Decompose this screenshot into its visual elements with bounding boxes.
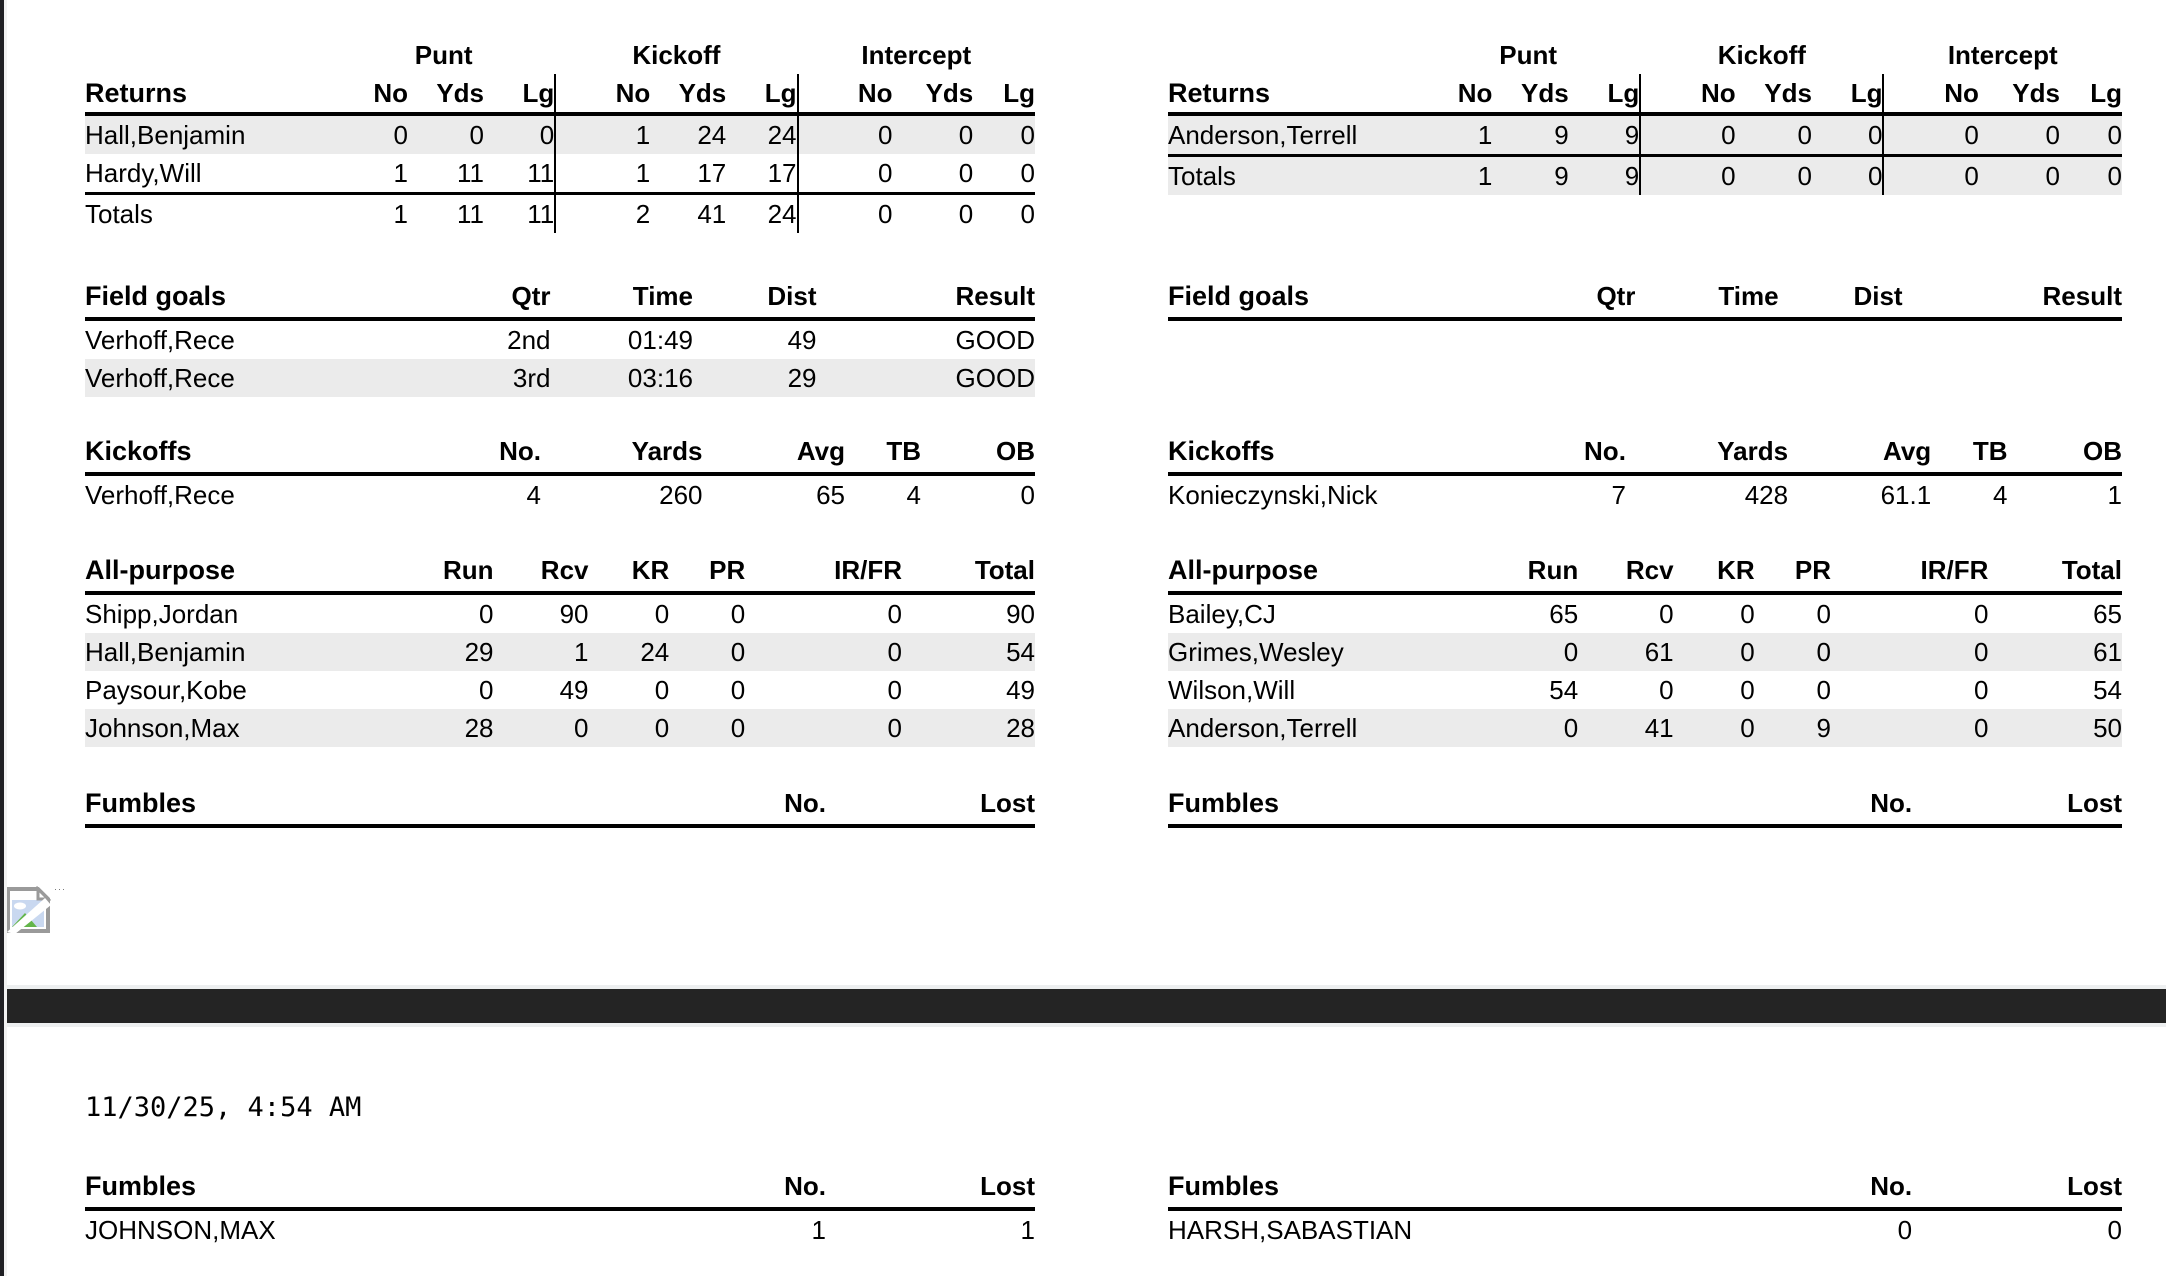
player-name-cell: Verhoff,Rece xyxy=(85,479,235,510)
returns-section xyxy=(85,36,1035,233)
table-title: Fumbles xyxy=(85,1165,693,1209)
field-goals-section xyxy=(85,275,1035,397)
player-name-cell: Verhoff,Rece xyxy=(85,324,235,355)
player-name-cell: Wilson,Will xyxy=(1168,674,1296,705)
stat-cell: 54 xyxy=(1549,674,1579,705)
column-header: Lost xyxy=(826,1165,1035,1209)
stat-cell: 9 xyxy=(1755,709,1831,747)
stat-cell: 1 xyxy=(1416,156,1492,196)
stat-cell: 17 xyxy=(697,157,727,188)
stat-cell: 0 xyxy=(669,633,745,671)
stat-cell: 0 xyxy=(1973,674,1989,705)
stat-cell: 61 xyxy=(1988,633,2122,671)
stat-cell: 0 xyxy=(1020,157,1035,188)
kickoffs-table xyxy=(1168,430,2122,514)
stat-cell: 0 xyxy=(887,598,902,629)
stat-cell: 0 xyxy=(1659,598,1674,629)
right-team-column xyxy=(1168,0,2122,1276)
table-row xyxy=(85,319,1035,359)
stat-cell: 61.1 xyxy=(1880,479,1932,510)
column-header: Lost xyxy=(1912,1165,2122,1209)
stat-cell: 65 xyxy=(2093,598,2122,629)
stat-cell: 28 xyxy=(902,709,1035,747)
stat-cell: 0 xyxy=(1020,479,1035,510)
field-goals-table xyxy=(1168,275,2122,321)
stat-cell: 11 xyxy=(457,157,484,188)
print-timestamp: 11/30/25, 4:54 AM xyxy=(85,1092,362,1123)
stat-cell: 50 xyxy=(1988,709,2122,747)
stat-cell: 0 xyxy=(730,674,746,705)
stat-cell: 0 xyxy=(484,114,555,154)
column-header: No. xyxy=(693,782,826,826)
column-header-row xyxy=(1168,549,2122,593)
player-name-cell: Hall,Benjamin xyxy=(85,633,399,671)
stat-cell: 24 xyxy=(726,114,797,154)
column-header: Qtr xyxy=(427,275,551,319)
all-purpose-table xyxy=(1168,549,2122,747)
column-header-row xyxy=(1168,275,2122,319)
stat-cell: 1 xyxy=(393,157,408,188)
stat-cell: 0 xyxy=(1973,598,1989,629)
table-title: Field goals xyxy=(1168,275,1511,319)
stat-cell: 0 xyxy=(893,114,974,154)
column-header: Lg xyxy=(726,74,797,114)
stat-cell: 54 xyxy=(902,633,1035,671)
column-header: No xyxy=(332,74,408,114)
stat-cell: 24 xyxy=(650,114,726,154)
stat-cell: 0 xyxy=(798,114,893,154)
column-header: OB xyxy=(921,430,1035,474)
stat-cell: 61 xyxy=(1578,633,1673,671)
kickoffs-section xyxy=(85,430,1035,514)
stat-cell: 0 xyxy=(798,194,893,234)
stat-cell: 41 xyxy=(1578,709,1673,747)
stat-cell: 0 xyxy=(730,598,746,629)
stat-cell: 1 xyxy=(555,114,650,154)
stat-cell: 260 xyxy=(659,479,703,510)
stat-cell: 1 xyxy=(2107,479,2122,510)
stat-cell: 0 xyxy=(1736,156,1812,196)
spacer-cell xyxy=(85,36,332,74)
group-header: Intercept xyxy=(1947,39,2058,70)
stat-cell: 4 xyxy=(1993,479,2008,510)
column-header: Lg xyxy=(484,74,555,114)
player-name-cell: Totals xyxy=(1168,156,1416,196)
column-header: Total xyxy=(902,549,1035,593)
column-header: Time xyxy=(1635,275,1778,319)
stat-cell: 0 xyxy=(1816,674,1831,705)
stat-cell: 0 xyxy=(1755,633,1831,671)
column-header: Lg xyxy=(1812,74,1884,114)
column-header: Time xyxy=(551,275,694,319)
stat-cell: 0 xyxy=(1640,156,1735,196)
stat-cell: 11 xyxy=(408,194,484,234)
player-name-cell: Shipp,Jordan xyxy=(85,598,239,629)
column-header: No. xyxy=(693,1165,826,1209)
stat-cell: 2nd xyxy=(507,324,551,355)
kickoffs-table xyxy=(85,430,1035,514)
table-row xyxy=(85,1209,1035,1249)
fumbles-page2-table xyxy=(85,1165,1035,1249)
fumbles-page2-section xyxy=(1168,1165,2122,1249)
returns-table xyxy=(85,36,1035,233)
totals-row xyxy=(85,194,1035,234)
fumbles-page2-table xyxy=(1168,1165,2122,1249)
left-team-column xyxy=(85,0,1035,1276)
fumbles-table xyxy=(85,782,1035,828)
player-name-cell: Anderson,Terrell xyxy=(1168,114,1416,156)
table-title: Fumbles xyxy=(1168,782,1779,826)
table-row xyxy=(1168,593,2122,633)
stat-cell: 9 xyxy=(1492,156,1568,196)
table-title: Returns xyxy=(85,74,332,114)
player-name-cell: Hall,Benjamin xyxy=(85,114,332,154)
column-header: No. xyxy=(1779,1165,1913,1209)
stat-cell: 17 xyxy=(767,157,797,188)
column-header: Avg xyxy=(703,430,846,474)
column-header: KR xyxy=(589,549,670,593)
column-header: Yds xyxy=(408,74,484,114)
player-name-cell: Totals xyxy=(85,194,332,234)
stat-cell: 41 xyxy=(650,194,726,234)
stat-cell: 0 xyxy=(1979,114,2060,156)
table-title: Fumbles xyxy=(1168,1165,1779,1209)
stat-cell: 4 xyxy=(526,479,541,510)
column-header-row xyxy=(85,430,1035,474)
table-row xyxy=(1168,114,2122,156)
column-header: IR/FR xyxy=(745,549,902,593)
stat-cell: 11 xyxy=(527,157,555,188)
group-header: Kickoff xyxy=(632,39,721,70)
stat-cell: 0 xyxy=(2107,1214,2122,1245)
stat-cell: 54 xyxy=(2093,674,2122,705)
table-title: Kickoffs xyxy=(1168,430,1502,474)
stat-cell: 0 xyxy=(1816,598,1831,629)
stat-cell: 65 xyxy=(816,479,845,510)
player-name-cell: Bailey,CJ xyxy=(1168,598,1276,629)
column-header: Yards xyxy=(1626,430,1788,474)
stat-cell: 1 xyxy=(332,194,408,234)
fumbles-table xyxy=(1168,782,2122,828)
stat-cell: 0 xyxy=(1674,709,1755,747)
stat-cell: 9 xyxy=(1492,114,1568,156)
spacer-cell xyxy=(1168,36,1416,74)
fumbles-section xyxy=(1168,782,2122,828)
column-header: Dist xyxy=(693,275,817,319)
table-title: Kickoffs xyxy=(85,430,418,474)
stat-cell: 29 xyxy=(693,359,817,397)
column-header: Lg xyxy=(2060,74,2122,114)
stat-cell: 0 xyxy=(1740,674,1755,705)
table-row xyxy=(85,593,1035,633)
column-header: No xyxy=(798,74,893,114)
stat-cell: 0 xyxy=(1979,156,2060,196)
broken-image-alt-text: ··· xyxy=(54,884,66,894)
table-row xyxy=(85,359,1035,397)
stat-cell: 0 xyxy=(958,157,974,188)
column-header: OB xyxy=(2008,430,2123,474)
player-name-cell: JOHNSON,MAX xyxy=(85,1214,276,1245)
column-header-row xyxy=(85,782,1035,826)
column-header: KR xyxy=(1674,549,1755,593)
stat-cell: 0 xyxy=(2060,156,2122,196)
stat-cell: 0 xyxy=(1740,598,1755,629)
stat-cell: 1 xyxy=(1020,1214,1035,1245)
stat-cell: 7 xyxy=(1611,479,1626,510)
stat-cell: 0 xyxy=(332,114,408,154)
column-header: Lg xyxy=(1569,74,1641,114)
stat-cell: 90 xyxy=(1006,598,1035,629)
all-purpose-table xyxy=(85,549,1035,747)
kickoffs-section xyxy=(1168,430,2122,514)
column-header-row xyxy=(1168,782,2122,826)
stat-cell: 0 xyxy=(973,114,1035,154)
column-header: Yds xyxy=(893,74,974,114)
broken-image-icon xyxy=(5,886,51,934)
fumbles-page2-section xyxy=(85,1165,1035,1249)
stat-cell: 4 xyxy=(906,479,921,510)
stat-cell: 0 xyxy=(745,709,902,747)
column-header-row xyxy=(85,275,1035,319)
column-header: No xyxy=(1640,74,1735,114)
stat-cell: 0 xyxy=(1812,156,1884,196)
stat-cell: 0 xyxy=(1831,709,1988,747)
stat-cell: 0 xyxy=(1674,633,1755,671)
column-header: No xyxy=(1416,74,1492,114)
stat-cell: 03:16 xyxy=(551,359,694,397)
field-goals-section xyxy=(1168,275,2122,321)
table-title: Returns xyxy=(1168,74,1416,114)
stat-cell: 0 xyxy=(745,633,902,671)
stat-cell: 0 xyxy=(1659,674,1674,705)
stat-cell: 49 xyxy=(787,324,817,355)
returns-table xyxy=(1168,36,2122,195)
group-header: Kickoff xyxy=(1717,39,1806,70)
stat-cell: 0 xyxy=(887,674,902,705)
stat-cell: 0 xyxy=(589,709,670,747)
column-header: Lg xyxy=(973,74,1035,114)
stat-cell: 01:49 xyxy=(627,324,693,355)
table-title: All-purpose xyxy=(85,549,399,593)
all-purpose-section xyxy=(85,549,1035,747)
column-header: Run xyxy=(1483,549,1578,593)
table-row xyxy=(85,154,1035,194)
column-header-row xyxy=(1168,1165,2122,1209)
stat-cell: 0 xyxy=(973,194,1035,234)
stat-cell: 1 xyxy=(494,633,589,671)
stat-cell: 0 xyxy=(1640,114,1735,156)
table-row xyxy=(85,709,1035,747)
column-header: Avg xyxy=(1788,430,1931,474)
column-header: Yds xyxy=(650,74,726,114)
fumbles-section xyxy=(85,782,1035,828)
player-name-cell: Anderson,Terrell xyxy=(1168,709,1483,747)
stat-cell: 0 xyxy=(893,194,974,234)
column-header: Dist xyxy=(1779,275,1903,319)
column-header-row xyxy=(85,1165,1035,1209)
stat-cell: 0 xyxy=(1812,114,1884,156)
table-row xyxy=(1168,671,2122,709)
column-header: Run xyxy=(399,549,494,593)
column-header: Yds xyxy=(1492,74,1568,114)
column-header-row xyxy=(1168,430,2122,474)
all-purpose-section xyxy=(1168,549,2122,747)
column-header: No. xyxy=(1502,430,1626,474)
stat-cell: 0 xyxy=(494,709,589,747)
stat-cell: 9 xyxy=(1569,156,1641,196)
column-header: No. xyxy=(418,430,542,474)
stat-cell: 0 xyxy=(1897,1214,1913,1245)
stat-cell: 49 xyxy=(1006,674,1035,705)
column-header-row xyxy=(85,74,1035,114)
column-header: No xyxy=(555,74,650,114)
stat-cell: 0 xyxy=(1736,114,1812,156)
stat-cell: 3rd xyxy=(427,359,551,397)
stat-cell: 0 xyxy=(1831,633,1988,671)
stat-cell: 0 xyxy=(1883,114,1978,156)
column-header: Total xyxy=(1988,549,2122,593)
stat-cell: GOOD xyxy=(955,324,1035,355)
table-row xyxy=(85,633,1035,671)
table-title: Fumbles xyxy=(85,782,693,826)
group-header-row xyxy=(1168,36,2122,74)
column-header: No. xyxy=(1779,782,1913,826)
table-title: All-purpose xyxy=(1168,549,1483,593)
stat-cell: 24 xyxy=(726,194,797,234)
stat-cell: 0 xyxy=(669,709,745,747)
stat-cell: GOOD xyxy=(817,359,1036,397)
table-row xyxy=(85,114,1035,154)
stat-cell: 9 xyxy=(1569,114,1641,156)
player-name-cell: Johnson,Max xyxy=(85,709,399,747)
player-name-cell: HARSH,SABASTIAN xyxy=(1168,1214,1413,1245)
player-name-cell: Paysour,Kobe xyxy=(85,674,247,705)
stat-cell: 0 xyxy=(654,674,670,705)
column-header: Rcv xyxy=(494,549,589,593)
column-header: PR xyxy=(669,549,745,593)
column-header-row xyxy=(1168,74,2122,114)
stat-cell: 0 xyxy=(479,598,494,629)
column-header: TB xyxy=(845,430,921,474)
stat-cell: 1 xyxy=(1416,114,1492,156)
stat-cell: 1 xyxy=(555,154,650,194)
column-header: Lost xyxy=(826,782,1035,826)
stat-cell: 11 xyxy=(484,194,555,234)
player-name-cell: Grimes,Wesley xyxy=(1168,633,1483,671)
table-row xyxy=(85,671,1035,709)
stat-cell: 0 xyxy=(1883,156,1978,196)
table-title: Field goals xyxy=(85,275,427,319)
column-header-row xyxy=(85,549,1035,593)
stat-cell: 1 xyxy=(811,1214,826,1245)
player-name-cell: Konieczynski,Nick xyxy=(1168,479,1378,510)
stat-cell: 29 xyxy=(399,633,494,671)
table-row xyxy=(1168,1209,2122,1249)
page-separator-bar xyxy=(0,985,2166,1027)
column-header: Lost xyxy=(1912,782,2122,826)
stat-cell: 0 xyxy=(1483,709,1578,747)
column-header: No xyxy=(1883,74,1978,114)
column-header: TB xyxy=(1931,430,2007,474)
field-goals-table xyxy=(85,275,1035,397)
column-header: Qtr xyxy=(1511,275,1635,319)
column-header: IR/FR xyxy=(1831,549,1988,593)
stat-cell: 65 xyxy=(1549,598,1579,629)
returns-section xyxy=(1168,36,2122,195)
stat-cell: 2 xyxy=(555,194,650,234)
stat-cell: 49 xyxy=(559,674,589,705)
stat-cell: 24 xyxy=(589,633,670,671)
stat-cell: 0 xyxy=(654,598,670,629)
stat-cell: 0 xyxy=(1483,633,1578,671)
group-header: Punt xyxy=(414,39,473,70)
table-row xyxy=(1168,474,2122,514)
stat-cell: 90 xyxy=(559,598,589,629)
totals-row xyxy=(1168,156,2122,196)
stat-cell: 0 xyxy=(2060,114,2122,156)
table-row xyxy=(1168,633,2122,671)
column-header: Yds xyxy=(1736,74,1812,114)
stat-cell: 0 xyxy=(408,114,484,154)
column-header: Yards xyxy=(541,430,703,474)
player-name-cell: Verhoff,Rece xyxy=(85,359,427,397)
column-header: Result xyxy=(1903,275,2122,319)
group-header: Intercept xyxy=(861,39,972,70)
stat-cell: 0 xyxy=(479,674,494,705)
stat-cell: 428 xyxy=(1744,479,1789,510)
group-header-row xyxy=(85,36,1035,74)
stat-cell: 28 xyxy=(399,709,494,747)
group-header: Punt xyxy=(1499,39,1558,70)
column-header: Yds xyxy=(1979,74,2060,114)
column-header: Rcv xyxy=(1578,549,1673,593)
column-header: Result xyxy=(817,275,1036,319)
table-row xyxy=(1168,709,2122,747)
table-row xyxy=(85,474,1035,514)
viewer-left-edge-highlight xyxy=(4,0,7,1276)
stat-cell: 0 xyxy=(798,154,893,194)
player-name-cell: Hardy,Will xyxy=(85,157,202,188)
column-header: PR xyxy=(1755,549,1831,593)
